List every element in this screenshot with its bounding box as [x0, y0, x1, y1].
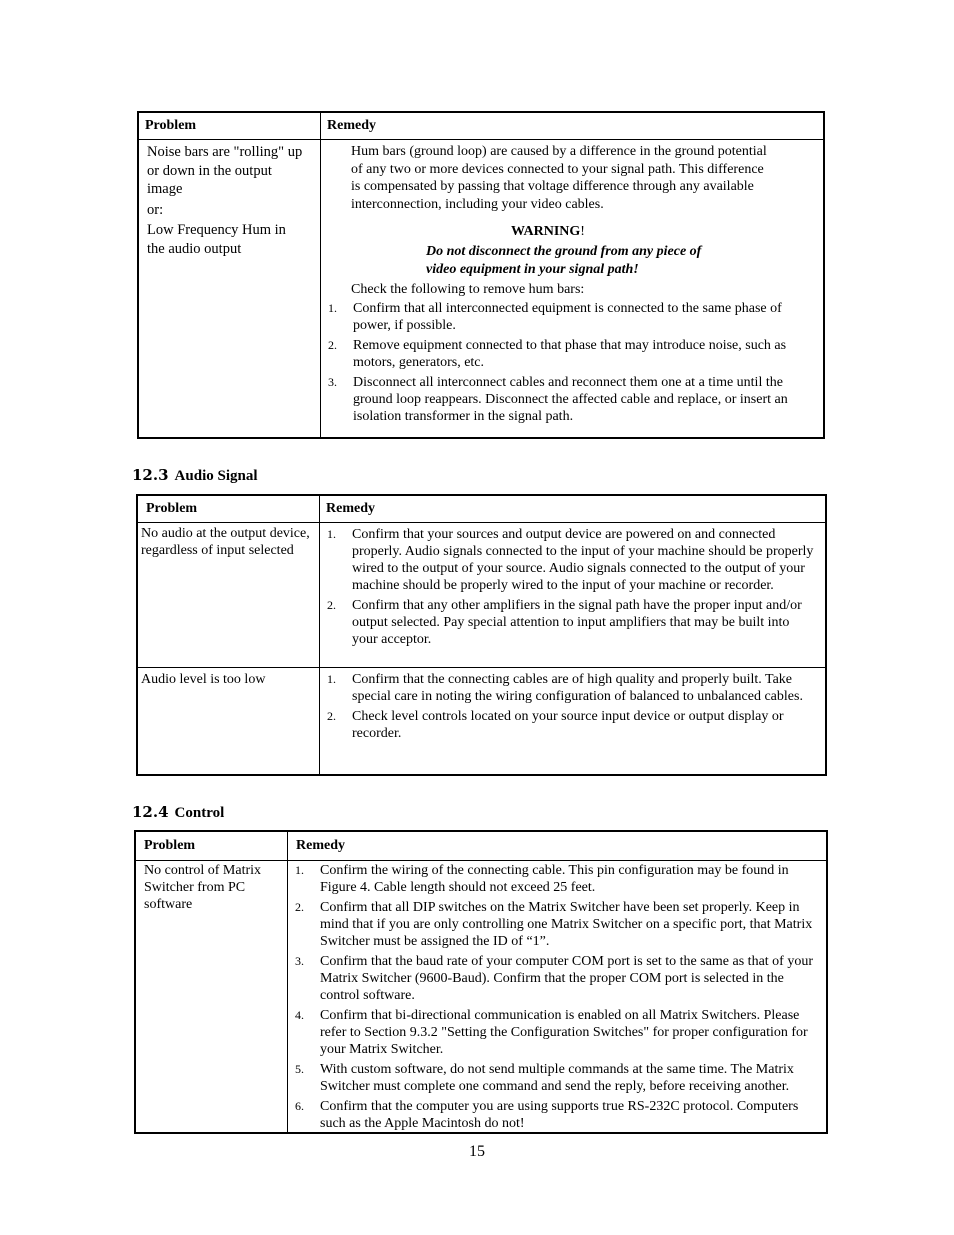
- table-header-row: [138, 496, 825, 522]
- list-text: With custom software, do not send multiple commands at the same time. The Matrix Switcher must complete one command and send the reply, before receiving another.: [320, 1062, 794, 1094]
- problem-column-header: Problem: [138, 496, 320, 522]
- problem-cell: [139, 140, 321, 438]
- table-header-row: [136, 832, 826, 860]
- remedy-list: [288, 862, 821, 1132]
- audio-signal-table: [136, 494, 827, 776]
- list-item: [321, 374, 815, 425]
- remedy-cell: [320, 668, 825, 776]
- list-text: Remove equipment connected to that phase that may introduce noise, such as motors, generators, etc.: [353, 337, 787, 370]
- list-text: Confirm that any other amplifiers in the signal path have the proper input and/or output selected. Pay special attention to input amplifiers that may be built into your acceptor.: [352, 598, 802, 647]
- section-title: Control: [174, 805, 225, 821]
- table-row: [136, 860, 826, 1133]
- list-number: 3.: [328, 374, 337, 389]
- remedy-list: [320, 671, 817, 742]
- problem-text: or down in the output: [147, 162, 272, 179]
- section-heading-control: [132, 803, 224, 822]
- list-text: Confirm that all interconnected equipment is connected to the same phase of power, if possible.: [353, 300, 782, 333]
- section-heading-audio: [132, 466, 258, 485]
- problem-text: Noise bars are "rolling" up: [147, 144, 303, 160]
- list-text: Confirm that your sources and output device are powered on and connected properly. Audio signals connected to the input of your machine should be properly wired to the output of your source. Audio signals connected to the output of your machine should be properly wired to the input of your machine or recorder.: [352, 527, 814, 593]
- control-table: [134, 830, 828, 1134]
- warning-heading: [321, 223, 815, 240]
- hum-bars-table: [137, 111, 825, 439]
- list-text: Confirm that the computer you are using supports true RS-232C protocol. Computers such as the Apple Macintosh do not!: [320, 1099, 799, 1131]
- remedy-column-header: Remedy: [296, 838, 345, 853]
- list-number: 6.: [295, 1099, 304, 1113]
- list-text: Confirm that the baud rate of your computer COM port is set to the same as that of your Matrix Switcher (9600-Baud). Confirm that the proper COM port is selected in the control software.: [320, 954, 814, 1003]
- list-text: Confirm that the connecting cables are of high quality and properly built. Take special care in noting the wiring configuration of balanced to unbalanced cables.: [352, 672, 803, 704]
- list-item: [288, 1098, 821, 1132]
- list-item: [321, 337, 815, 371]
- table-row: [138, 667, 825, 776]
- remedy-cell: [321, 140, 823, 438]
- list-number: 3.: [295, 954, 304, 968]
- list-number: 2.: [327, 709, 336, 723]
- list-number: 1.: [295, 863, 304, 877]
- warning-mark: !: [580, 224, 585, 239]
- warning-line: video equipment in your signal path!: [426, 261, 639, 277]
- intro-line: of any two or more devices connected to your signal path. This difference: [351, 161, 764, 177]
- list-item: [320, 597, 817, 648]
- table-header-row: [139, 113, 823, 139]
- section-title: Audio Signal: [174, 468, 258, 484]
- problem-cell: Audio level is too low: [138, 668, 320, 776]
- intro-paragraph: [321, 143, 815, 213]
- warning-message: [321, 243, 815, 278]
- page-number: 15: [469, 1143, 485, 1160]
- section-number: 12.3: [132, 466, 169, 484]
- remedy-cell: [320, 523, 825, 667]
- problem-text: Low Frequency Hum in: [147, 222, 286, 238]
- list-text: Disconnect all interconnect cables and reconnect them one at a time until the ground loop reappears. Disconnect the affected cable and replace, or insert an isolation transformer in the signal path.: [353, 374, 788, 424]
- remedy-cell: [288, 861, 826, 1133]
- remedy-list: [321, 300, 815, 425]
- intro-line: interconnection, including your video cables.: [351, 196, 604, 212]
- list-number: 5.: [295, 1062, 304, 1076]
- problem-text: image: [147, 181, 183, 197]
- table-row: [138, 522, 825, 667]
- remedy-list: [320, 526, 817, 648]
- list-number: 1.: [328, 300, 337, 315]
- remedy-column-header: Remedy: [326, 501, 375, 516]
- list-item: [320, 671, 817, 705]
- problem-cell: No control of Matrix Switcher from PC software: [136, 861, 288, 1133]
- list-text: Check level controls located on your source input device or output display or recorder.: [352, 709, 784, 741]
- problem-text: or:: [147, 201, 164, 218]
- list-number: 2.: [295, 900, 304, 914]
- list-number: 2.: [328, 337, 337, 352]
- list-item: [288, 1061, 821, 1095]
- table-row: [139, 139, 823, 438]
- check-text: Check the following to remove hum bars:: [351, 282, 585, 297]
- list-text: Confirm the wiring of the connecting cable. This pin configuration may be found in Figure 4. Cable length should not exceed 25 feet.: [320, 863, 789, 895]
- problem-cell: No audio at the output device, regardless of input selected: [138, 523, 320, 667]
- list-item: [288, 953, 821, 1004]
- warning-title: WARNING: [511, 224, 581, 239]
- problem-column-header: Problem: [136, 832, 288, 860]
- warning-line: Do not disconnect the ground from any piece of: [426, 244, 702, 259]
- list-item: [321, 300, 815, 334]
- list-number: 1.: [327, 672, 336, 686]
- remedy-column-header: Remedy: [327, 118, 376, 133]
- list-item: [320, 526, 817, 594]
- list-number: 1.: [327, 527, 336, 541]
- problem-column-header: Problem: [139, 113, 321, 139]
- list-item: [288, 1007, 821, 1058]
- list-number: 4.: [295, 1008, 304, 1022]
- problem-text: the audio output: [147, 240, 242, 257]
- list-item: [288, 862, 821, 896]
- section-number: 12.4: [132, 803, 169, 821]
- list-text: Confirm that all DIP switches on the Matrix Switcher have been set properly. Keep in mind that if you are only controlling one Matrix Switcher on a specific port, that Matrix Switcher must be assigned the ID of “1”.: [320, 900, 813, 949]
- list-item: [320, 708, 817, 742]
- list-text: Confirm that bi-directional communication is enabled on all Matrix Switchers. Please refer to Section 9.3.2 "Setting the Configuration Switches" for proper configuration for your Matrix Switcher.: [320, 1008, 808, 1057]
- intro-line: Hum bars (ground loop) are caused by a difference in the ground potential: [351, 144, 767, 159]
- list-number: 2.: [327, 598, 336, 612]
- list-item: [288, 899, 821, 950]
- intro-line: is compensated by passing that voltage difference through any available: [351, 179, 754, 194]
